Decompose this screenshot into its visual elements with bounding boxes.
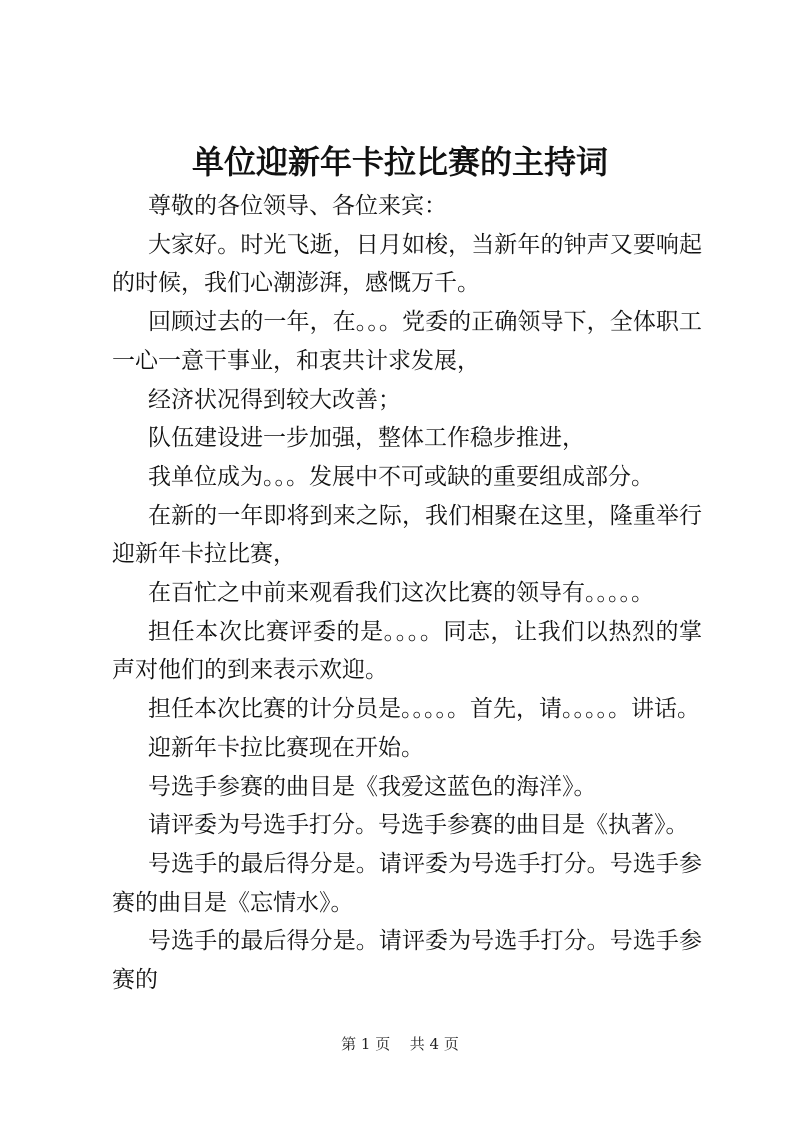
paragraph: 尊敬的各位领导、各位来宾： xyxy=(148,193,447,219)
paragraph: 在百忙之中前来观看我们这次比赛的领导有。。。。。 xyxy=(148,580,654,607)
paragraph: 担任本次比赛评委的是。。。。同志，让我们以热烈的掌声对他们的到来表示欢迎。 xyxy=(112,618,702,684)
paragraph: 号选手参赛的曲目是《我爱这蓝色的海洋》。 xyxy=(148,773,597,800)
document-body xyxy=(112,187,702,1000)
page-footer xyxy=(0,1034,800,1054)
paragraph: 队伍建设进一步加强，整体工作稳步推进， xyxy=(148,425,585,452)
paragraph: 经济状况得到较大改善； xyxy=(148,386,401,413)
paragraph: 担任本次比赛的计分员是。。。。。首先，请。。。。。讲话。 xyxy=(148,696,700,723)
paragraph: 号选手的最后得分是。请评委为号选手打分。号选手参赛的 xyxy=(112,928,702,994)
paragraph: 我单位成为。。。发展中不可或缺的重要组成部分。 xyxy=(148,463,654,490)
paragraph: 迎新年卡拉比赛现在开始。 xyxy=(148,734,424,761)
page-total: 共 4 页 xyxy=(409,1035,459,1053)
paragraph: 在新的一年即将到来之际，我们相聚在这里，隆重举行迎新年卡拉比赛， xyxy=(112,502,702,568)
paragraph: 大家好。时光飞逝，日月如梭，当新年的钟声又要响起的时候，我们心潮澎湃，感慨万千。 xyxy=(112,231,702,297)
page-number: 第 1 页 xyxy=(341,1035,391,1053)
document-title: 单位迎新年卡拉比赛的主持词 xyxy=(191,143,608,181)
paragraph: 号选手的最后得分是。请评委为号选手打分。号选手参赛的曲目是《忘情水》。 xyxy=(112,850,702,916)
paragraph: 请评委为号选手打分。号选手参赛的曲目是《执著》。 xyxy=(148,812,689,839)
paragraph: 回顾过去的一年，在。。。党委的正确领导下，全体职工一心一意干事业，和衷共计求发展， xyxy=(112,309,702,374)
